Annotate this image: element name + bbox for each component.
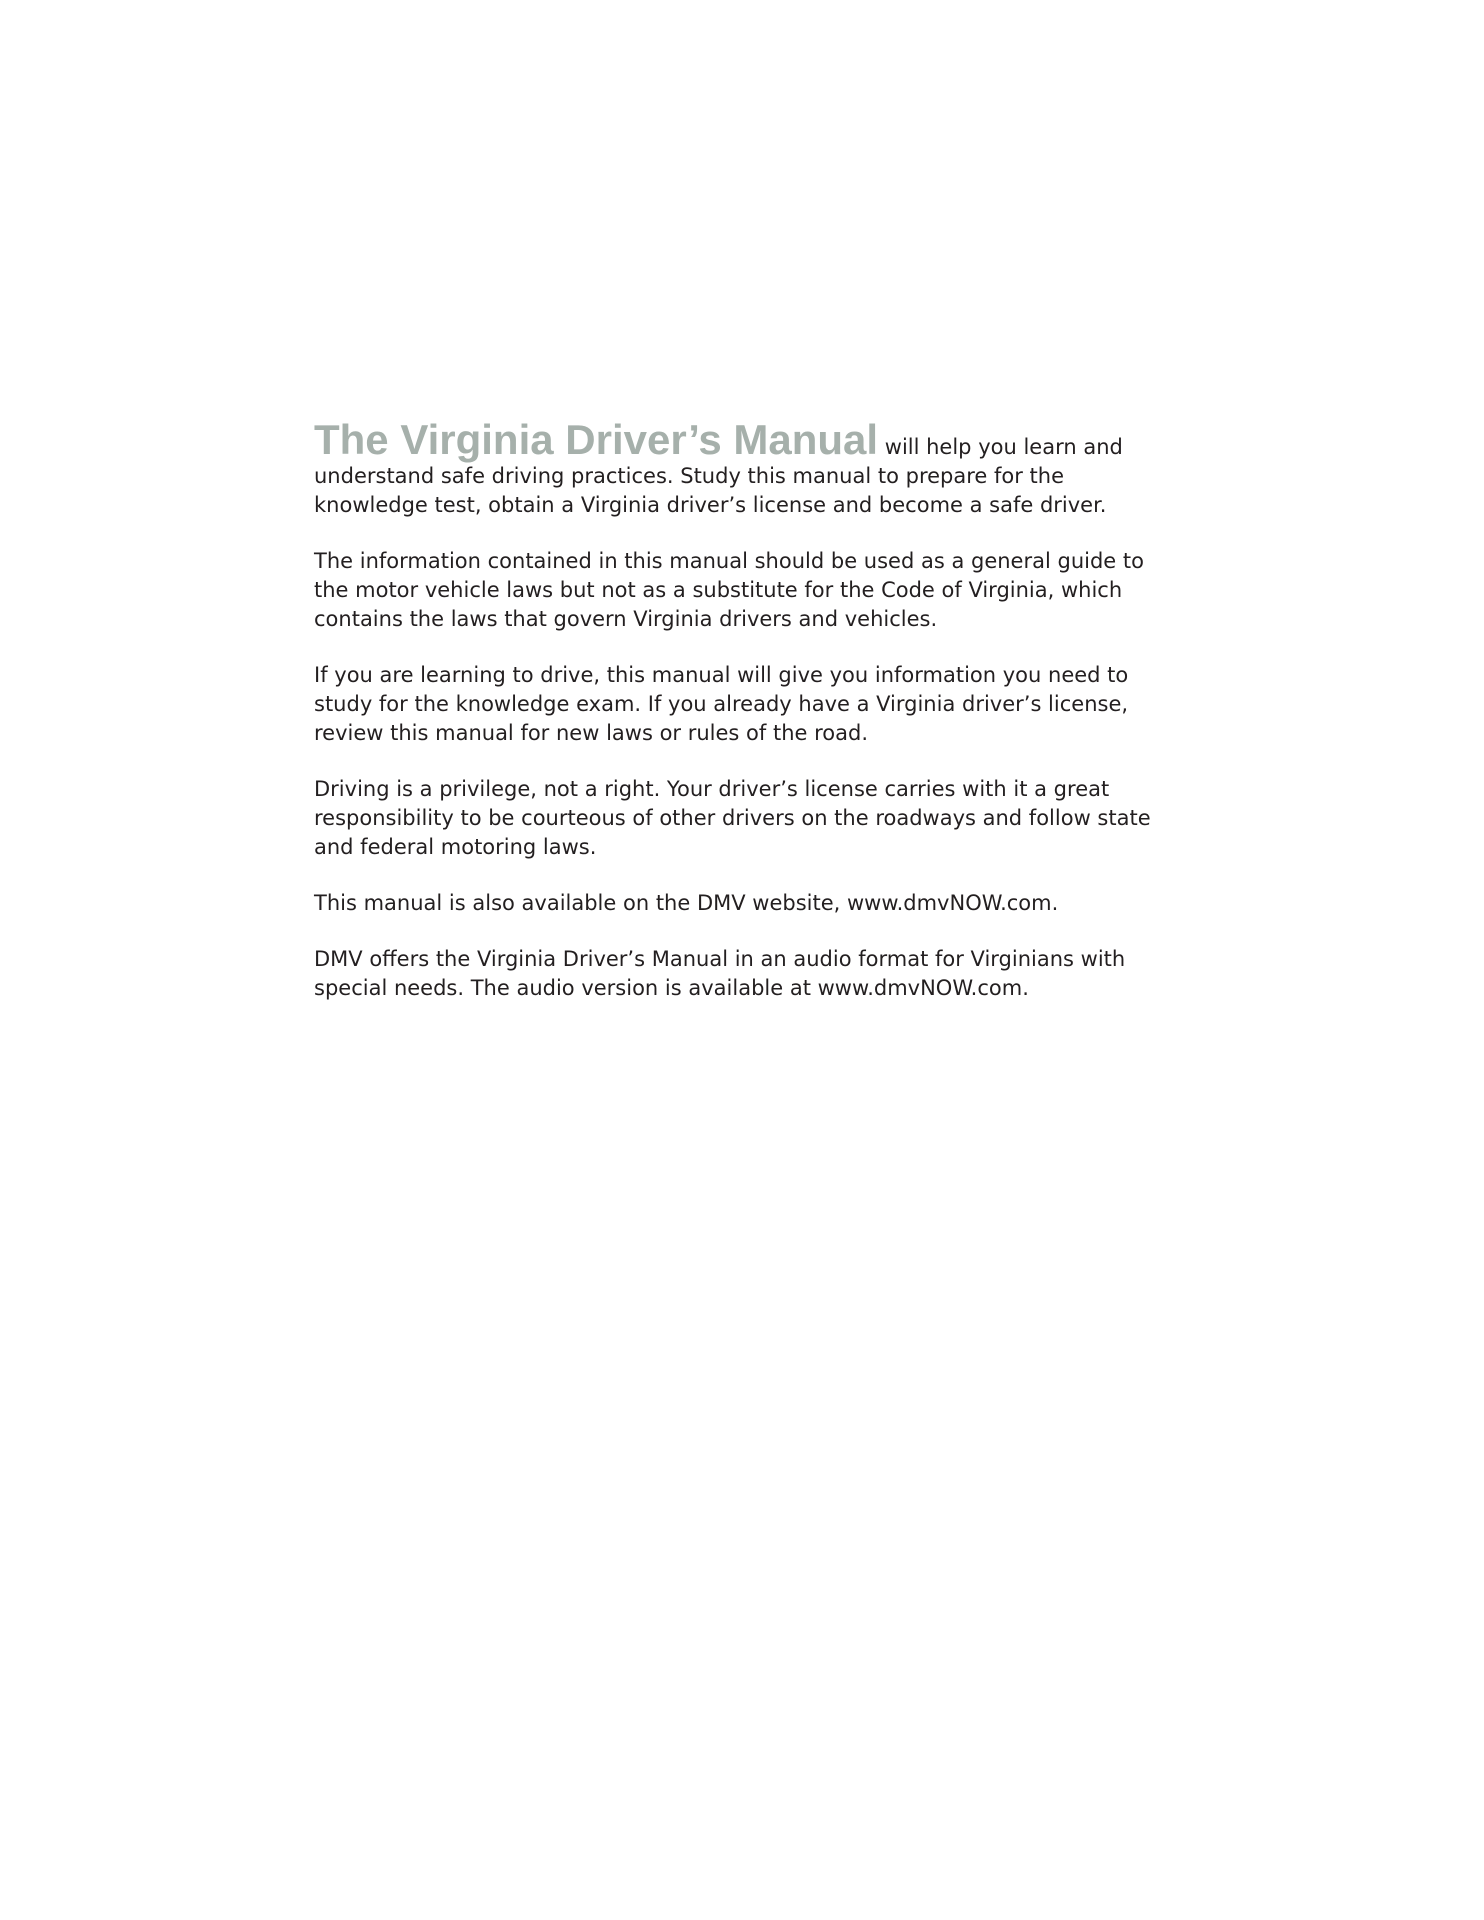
- manual-title: The Virginia Driver’s Manual: [314, 416, 879, 463]
- intro-paragraph-text: will help you learn and understand safe driving practices. Study this manual to prepare for the knowledge test, obtain a Virginia driver’s license and become a safe driver.: [314, 435, 1123, 517]
- audio-format-paragraph: DMV offers the Virginia Driver’s Manual in an audio format for Virginians with special needs. The audio version is available at www.dmvNOW.com.: [314, 947, 1126, 1000]
- intro-paragraph: [314, 416, 1174, 520]
- intro-text-block: [314, 416, 1174, 1030]
- code-of-virginia-paragraph: The information contained in this manual should be used as a general guide to the motor vehicle laws but not as a substitute for the Code of Virginia, which contains the laws that govern Virginia drivers and vehicles.: [314, 549, 1144, 631]
- website-paragraph: This manual is also available on the DMV website, www.dmvNOW.com.: [314, 891, 1059, 915]
- learning-to-drive-paragraph: If you are learning to drive, this manual will give you information you need to study for the knowledge exam. If you already have a Virginia driver’s license, review this manual for new laws or rules of the road.: [314, 663, 1129, 745]
- privilege-paragraph: Driving is a privilege, not a right. Your driver’s license carries with it a great responsibility to be courteous of other drivers on the roadways and follow state and federal motoring laws.: [314, 777, 1151, 859]
